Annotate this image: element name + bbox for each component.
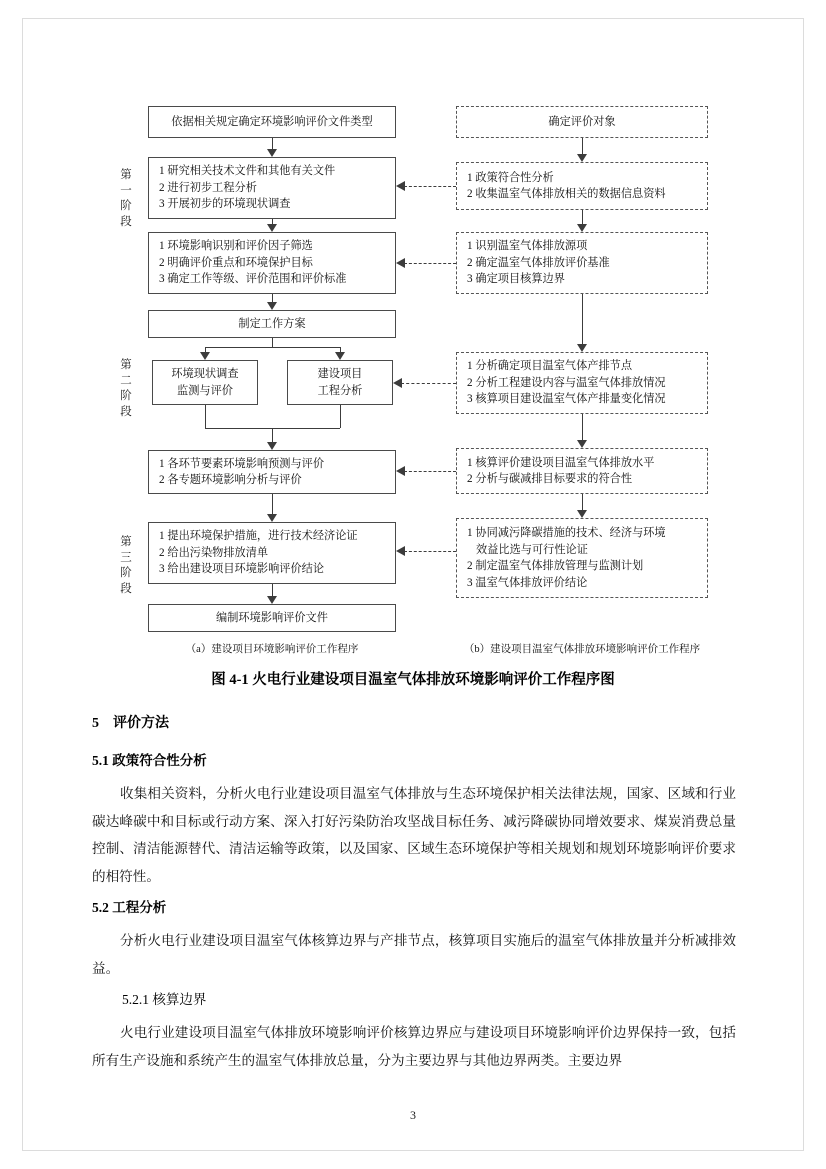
flow-box-b5: [456, 448, 708, 494]
connector-b1-b2: [582, 138, 583, 154]
arrowhead-a7-a8: [267, 514, 277, 522]
flow-box-b3-line3: 3 确定项目核算边界: [467, 273, 565, 286]
flow-box-b5-line1: 1 核算评价建设项目温室气体排放水平: [467, 456, 655, 469]
arrowhead-split-a5: [200, 352, 210, 360]
flow-box-a8: [148, 522, 396, 584]
flow-box-a6-line2: 工程分析: [317, 384, 363, 397]
flow-box-a5: [152, 360, 258, 405]
stage-label-2: [118, 358, 134, 420]
arrowhead-a2-a3: [267, 224, 277, 232]
flow-box-b2-line1: 1 政策符合性分析: [467, 171, 554, 184]
flow-box-b4-line1: 1 分析确定项目温室气体产排节点: [467, 360, 633, 373]
stage1-char1: 第: [120, 169, 132, 181]
flow-box-a3: [148, 232, 396, 294]
flow-box-b3: [456, 232, 708, 294]
stage1-char2: 一: [120, 184, 132, 197]
arrowhead-a3-a4: [267, 302, 277, 310]
connector-a8-a9: [272, 584, 273, 596]
flow-box-b6-line3: 2 制定温室气体排放管理与监测计划: [467, 560, 644, 572]
stage3-char4: 段: [120, 582, 132, 595]
stage2-char3: 阶: [120, 390, 132, 402]
flow-box-b5-line2: 2 分析与碳减排目标要求的符合性: [467, 473, 633, 485]
heading-section-5-1: 5.1 政策符合性分析: [92, 753, 207, 768]
arrowhead-b4-b5: [577, 440, 587, 448]
cross-link-4-line: [404, 471, 456, 472]
arrowhead-split-a6: [335, 352, 345, 360]
cross-link-3-arrowhead: [393, 378, 402, 388]
flow-box-a1: [148, 106, 396, 138]
flow-box-b6-line4: 3 温室气体排放评价结论: [467, 576, 588, 589]
stage1-char3: 阶: [120, 200, 132, 212]
connector-b5-b6: [582, 494, 583, 510]
cross-link-4-arrowhead: [396, 466, 405, 476]
connector-a4-split: [272, 338, 273, 347]
flow-box-a9: [148, 604, 396, 632]
flow-box-b6-line2: 效益比选与可行性论证: [476, 543, 588, 556]
flow-box-a6-line1: 建设项目: [317, 368, 363, 380]
flow-box-b2-line2: 2 收集温室气体排放相关的数据信息资料: [467, 188, 666, 200]
paragraph-5-2-1: 火电行业建设项目温室气体排放环境影响评价核算边界应与建设项目环境影响评价边界保持一致，包括所有生产设施和系统产生的温室气体排放总量，分为主要边界与其他边界两类。主要边界: [92, 1025, 736, 1068]
flow-box-a5-line2: 监测与评价: [177, 384, 233, 397]
heading-section-5: 5 评价方法: [92, 716, 169, 731]
cross-link-2-line: [404, 263, 456, 264]
stage2-char4: 段: [120, 405, 132, 418]
arrowhead-merge-a7: [267, 442, 277, 450]
connector-b3-b4: [582, 294, 583, 344]
figure-caption: 图 4-1 火电行业建设项目温室气体排放环境影响评价工作程序图: [211, 672, 615, 688]
connector-a5-down: [205, 405, 206, 428]
page-number: 3: [410, 1108, 416, 1122]
cross-link-2-arrowhead: [396, 258, 405, 268]
flow-box-a7-line2: 2 各专题环境影响分析与评价: [159, 474, 302, 486]
flow-box-a3-line3: 3 确定工作等级、评价范围和评价标准: [159, 273, 347, 286]
flow-box-a5-line1: 环境现状调查: [171, 368, 239, 380]
stage-label-3: [118, 535, 134, 597]
flow-box-a4-line1: 制定工作方案: [238, 317, 306, 330]
flow-box-a1-line1: 依据相关规定确定环境影响评价文件类型: [171, 115, 373, 128]
connector-a3-a4: [272, 294, 273, 302]
flow-box-a7-line1: 1 各环节要素环境影响预测与评价: [159, 457, 325, 470]
stage3-char3: 阶: [120, 567, 132, 579]
flow-box-b1: [456, 106, 708, 138]
cross-link-1-line: [404, 186, 456, 187]
flow-box-a2-line1: 1 研究相关技术文件和其他有关文件: [159, 165, 336, 178]
arrowhead-a1-a2: [267, 149, 277, 157]
flow-box-b3-line1: 1 识别温室气体排放源项: [467, 240, 588, 253]
subcaption-b: （b）建设项目温室气体排放环境影响评价工作程序: [463, 644, 701, 655]
flow-box-a9-line1: 编制环境影响评价文件: [216, 611, 328, 624]
stage3-char2: 三: [120, 551, 132, 564]
flow-box-a3-line1: 1 环境影响识别和评价因子筛选: [159, 240, 313, 253]
flow-box-a3-line2: 2 明确评价重点和环境保护目标: [159, 256, 313, 269]
flow-box-a2: [148, 157, 396, 219]
stage2-char1: 第: [120, 359, 132, 371]
flow-box-a6: [287, 360, 393, 405]
stage2-char2: 二: [120, 374, 132, 387]
flow-box-a4: [148, 310, 396, 338]
heading-section-5-2: 5.2 工程分析: [92, 900, 167, 915]
flow-box-a2-line2: 2 进行初步工程分析: [159, 181, 257, 194]
paragraph-5-1: 收集相关资料，分析火电行业建设项目温室气体排放与生态环境保护相关法律法规，国家、区域和行业碳达峰碳中和目标或行动方案、深入打好污染防治攻坚战目标任务、减污降碳协同增效要求、煤炭消费总量控制、清洁能源替代、清洁运输等政策，以及国家、区域生态环境保护等相关规划和规划环境影响评价要求的相符性。: [92, 786, 736, 884]
flow-box-a8-line3: 3 给出建设项目环境影响评价结论: [159, 563, 325, 576]
connector-split-bar: [205, 347, 340, 348]
arrowhead-a8-a9: [267, 596, 277, 604]
flow-box-b4-line3: 3 核算项目建设温室气体产排量变化情况: [467, 393, 666, 406]
flow-box-a8-line1: 1 提出环境保护措施，进行技术经济论证: [159, 530, 358, 543]
flow-box-b6: [456, 518, 708, 598]
arrowhead-b3-b4: [577, 344, 587, 352]
cross-link-5-line: [404, 551, 456, 552]
connector-a6-down: [340, 405, 341, 428]
stage1-char4: 段: [120, 215, 132, 228]
flow-box-b4-line2: 2 分析工程建设内容与温室气体排放情况: [467, 376, 666, 389]
arrowhead-b5-b6: [577, 510, 587, 518]
flow-box-b1-line1: 确定评价对象: [548, 115, 616, 128]
flow-box-b3-line2: 2 确定温室气体排放评价基准: [467, 256, 610, 269]
stage3-char1: 第: [120, 536, 132, 548]
heading-section-5-2-1: 5.2.1 核算边界: [122, 992, 207, 1007]
connector-a1-a2: [272, 138, 273, 149]
flow-box-a2-line3: 3 开展初步的环境现状调查: [159, 198, 291, 211]
connector-a7-a8: [272, 494, 273, 514]
cross-link-5-arrowhead: [396, 546, 405, 556]
flow-box-b4: [456, 352, 708, 414]
subcaption-a: （a）建设项目环境影响评价工作程序: [185, 644, 359, 655]
arrowhead-b2-b3: [577, 224, 587, 232]
connector-b4-b5: [582, 414, 583, 440]
flow-box-b6-line1: 1 协同减污降碳措施的技术、经济与环境: [467, 527, 666, 539]
flow-box-a7: [148, 450, 396, 494]
paragraph-5-2: 分析火电行业建设项目温室气体核算边界与产排节点，核算项目实施后的温室气体排放量并分析减排效益。: [92, 933, 736, 976]
connector-merge-a7: [272, 428, 273, 442]
arrowhead-b1-b2: [577, 154, 587, 162]
flow-box-b2: [456, 162, 708, 210]
connector-b2-b3: [582, 210, 583, 224]
flow-box-a8-line2: 2 给出污染物排放清单: [159, 546, 269, 559]
cross-link-1-arrowhead: [396, 181, 405, 191]
cross-link-3-line: [401, 383, 456, 384]
stage-label-1: [118, 168, 134, 230]
